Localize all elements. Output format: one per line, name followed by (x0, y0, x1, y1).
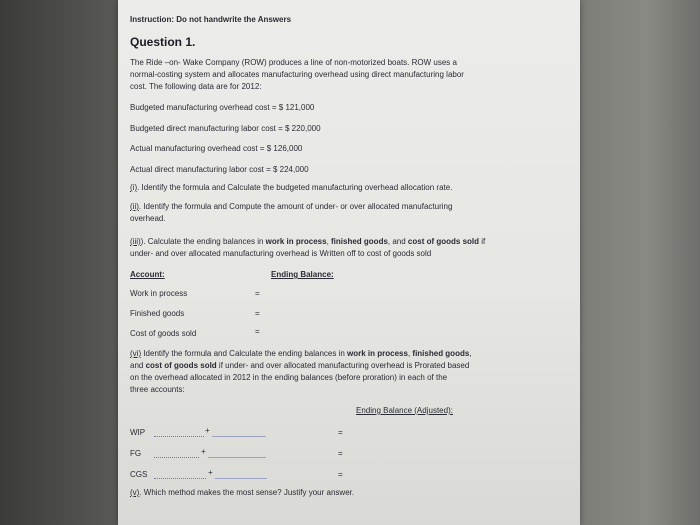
answer-blank[interactable] (154, 436, 204, 437)
part-v-text: . Which method makes the most sense? Justify your answer. (139, 488, 355, 497)
answer-blank[interactable] (208, 457, 266, 458)
part-iii-cgs: cost of goods sold (407, 237, 480, 246)
ending-balance-adjusted-header: Ending Balance (Adjusted): (356, 406, 453, 415)
instruction: Instruction: Do not handwrite the Answers (130, 15, 292, 24)
part-ii-line-2: overhead. (130, 214, 166, 223)
document-page (118, 0, 580, 525)
part-i-text: . Identify the formula and Calculate the budgeted manufacturing overhead allocation rate. (137, 183, 453, 192)
row-cost-of-goods-sold: Cost of goods sold (130, 329, 197, 338)
part-iii-line-1 (130, 237, 485, 246)
part-iii-fg: finished goods (331, 237, 388, 246)
ending-balance-header: Ending Balance: (271, 270, 334, 279)
part-vi-label: (vi) (130, 349, 142, 358)
row-work-in-process: Work in process (130, 289, 188, 298)
part-vi-line-4: three accounts: (130, 385, 185, 394)
plus-sign: + (205, 426, 210, 435)
desk-background-left (0, 0, 120, 525)
answer-blank[interactable] (154, 478, 206, 479)
budgeted-overhead: Budgeted manufacturing overhead cost = $ 121,000 (130, 103, 315, 112)
part-ii-line-1 (130, 202, 452, 211)
question-title: Question 1. (130, 35, 196, 49)
part-vi-pre: Identify the formula and Calculate the ending balances in (141, 349, 348, 358)
equals-sign: = (255, 309, 260, 318)
part-vi-sep-2: , (469, 349, 472, 358)
actual-overhead: Actual manufacturing overhead cost = $ 126,000 (130, 144, 303, 153)
answer-blank[interactable] (154, 457, 199, 458)
row-fg: FG (130, 449, 142, 458)
answer-blank[interactable] (215, 478, 267, 479)
part-iii-pre: ). Calculate the ending balances in (140, 237, 266, 246)
row-wip: WIP (130, 428, 146, 437)
answer-blank[interactable] (212, 436, 266, 437)
part-iii-wip: work in process (265, 237, 327, 246)
part-vi-cgs: cost of goods sold (145, 361, 217, 370)
part-vi-line-3: on the overhead allocated in 2012 in the ending balances (before proration) in each of the (130, 373, 448, 382)
part-iii-line-2: under- and over allocated manufacturing overhead is Written off to cost of goods sold (130, 249, 432, 258)
part-i (130, 183, 452, 192)
actual-labor: Actual direct manufacturing labor cost = $ 224,000 (130, 165, 309, 174)
budgeted-labor: Budgeted direct manufacturing labor cost = $ 220,000 (130, 124, 321, 133)
part-iii-sep-2: , and (387, 237, 408, 246)
account-header: Account: (130, 270, 165, 279)
part-vi-line-2 (130, 361, 469, 370)
part-v (130, 488, 354, 497)
part-ii-label: (ii) (130, 202, 139, 211)
intro-line-2: normal-costing system and allocates manufacturing overhead using direct manufacturing labor (130, 70, 464, 79)
part-vi-fg: finished goods (412, 349, 470, 358)
plus-sign: + (201, 447, 206, 456)
part-iii-sep-1: , (326, 237, 332, 246)
part-vi-line-1 (130, 349, 472, 358)
row-cgs: CGS (130, 470, 148, 479)
equals-sign: = (338, 470, 343, 479)
equals-sign: = (338, 428, 343, 437)
part-iii-label: (iii) (130, 237, 141, 246)
part-v-label: (v) (130, 488, 140, 497)
part-iii-post: if (479, 237, 486, 246)
part-vi-sep-1: , (407, 349, 413, 358)
equals-sign: = (255, 327, 260, 336)
part-vi-post: if under- and over allocated manufacturing overhead is Prorated based (216, 361, 470, 370)
part-vi-wip: work in process (347, 349, 408, 358)
row-finished-goods: Finished goods (130, 309, 185, 318)
equals-sign: = (255, 289, 260, 298)
part-vi-and: and (130, 361, 146, 370)
part-i-label: (i) (130, 183, 138, 192)
intro-line-1: The Ride –on- Wake Company (ROW) produces a line of non-motorized boats. ROW uses a (130, 58, 457, 67)
equals-sign: = (338, 449, 343, 458)
desk-background-right (570, 0, 700, 525)
part-ii-text: . Identify the formula and Compute the amount of under- or over allocated manufacturing (138, 202, 453, 211)
intro-line-3: cost. The following data are for 2012: (130, 82, 262, 91)
plus-sign: + (208, 468, 213, 477)
